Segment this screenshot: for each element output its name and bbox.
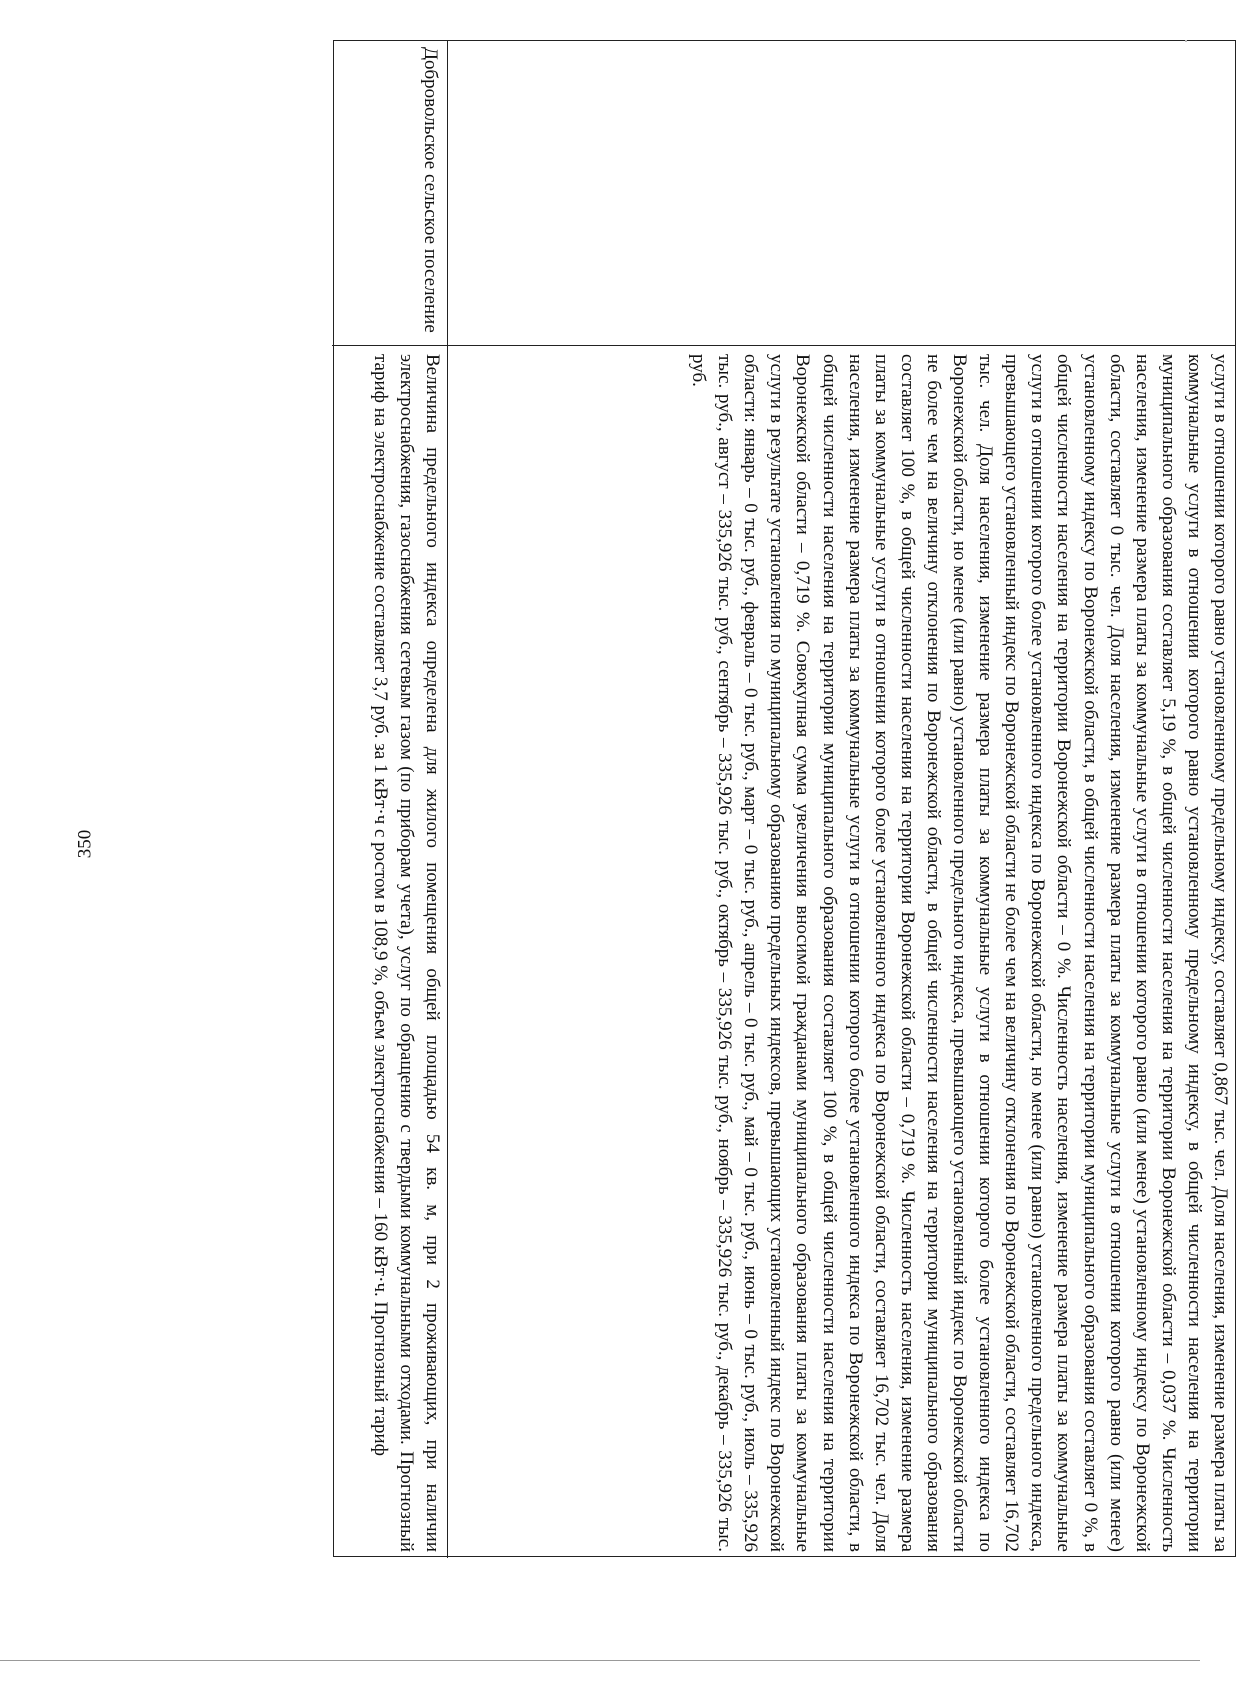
- table-frame: [333, 40, 1236, 1557]
- description-cell: Величина предельного индекса определена для жилого помещения общей площадью 54 кв. м, при 2 проживающих, при наличии электроснабжения, газоснабжения сетевым газом (по приборам учета), услуг по обращению с твердыми коммунальными отходами. Прогнозный тариф на электроснабжение составляет 3,7 руб. за 1 кВт·ч с ростом в 108,9 %, объем электроснабжения – 160 кВт·ч. Прогнозный тариф: [369, 354, 443, 1552]
- table-row: [448, 41, 1235, 1558]
- municipality-cell: [448, 41, 1235, 346]
- table-row: [332, 41, 448, 1558]
- page-number-text: 350: [74, 829, 95, 859]
- page-number: [70, 818, 100, 870]
- municipality-cell: Добровольское сельское поселение: [332, 41, 447, 346]
- document-table: [346, 40, 1236, 1552]
- scan-speck: [1185, 40, 1187, 42]
- description-cell: услуги в отношении которого равно установленному предельному индексу, составляет 0,867 тыс. чел. Доля населения, изменение размера платы за коммунальные услуги в отношении которого равно установленному предельному индексу, в общей численности населения на территории муниципального образования составляет 5,19 %, в общей численности населения на территории Воронежской области – 0,037 %. Численность населения, изменение размера платы за коммунальные услуги в отношении которого равно (или менее) установленному индексу по Воронежской области, составляет 0 тыс. чел. Доля населения, изменение размера платы за коммунальные услуги в отношении которого равно (или менее) установленному индексу по Воронежской области, в общей численности населения на территории муниципального образования составляет 0 %, в общей численности населения на территории Воронежской области – 0 %. Численность населения, изменение размера платы за коммунальные услуги в отношении которого более установленного индекса по Воронежской области, но менее (или равно) установленного предельного индекса, превышающего установленный индекс по Воронежской области не более чем на величину отклонения по Воронежской области, составляет 16,702 тыс. чел. Доля населения, изменение размера платы за коммунальные услуги в отношении которого более установленного индекса по Воронежской области, но менее (или равно) установленного предельного индекса, превышающего установленный индекс по Воронежской области не более чем на величину отклонения по Воронежской области, в общей численности населения на территории муниципального образования составляет 100 %, в общей численности населения на территории Воронежской области – 0,719 %. Численность населения, изменение размера платы за коммунальные услуги в отношении которого более установленного индекса по Воронежской области, составляет 16,702 тыс. чел. Доля населения, изменение размера платы за коммунальные услуги в отношении которого более установленного индекса по Воронежской области, в общей численности населения на территории муниципального образования составляет 100 %, в общей численности населения на территории Воронежской области – 0,719 %. Совокупная сумма увеличения вносимой гражданами муниципального образования платы за коммунальные услуги в результате установления по муниципальному образованию предельных индексов, превышающих установленный индекс по Воронежской области: январь – 0 тыс. руб., февраль – 0 тыс. руб., март – 0 тыс. руб., апрель – 0 тыс. руб., май – 0 тыс. руб., июнь – 0 тыс. руб., июль – 335,926 тыс. руб., август – 335,926 тыс. руб., сентябрь – 335,926 тыс. руб., октябрь – 335,926 тыс. руб., ноябрь – 335,926 тыс. руб., декабрь – 335,926 тыс. руб.: [688, 354, 1231, 1552]
- scan-bottom-rule: [0, 1660, 1200, 1661]
